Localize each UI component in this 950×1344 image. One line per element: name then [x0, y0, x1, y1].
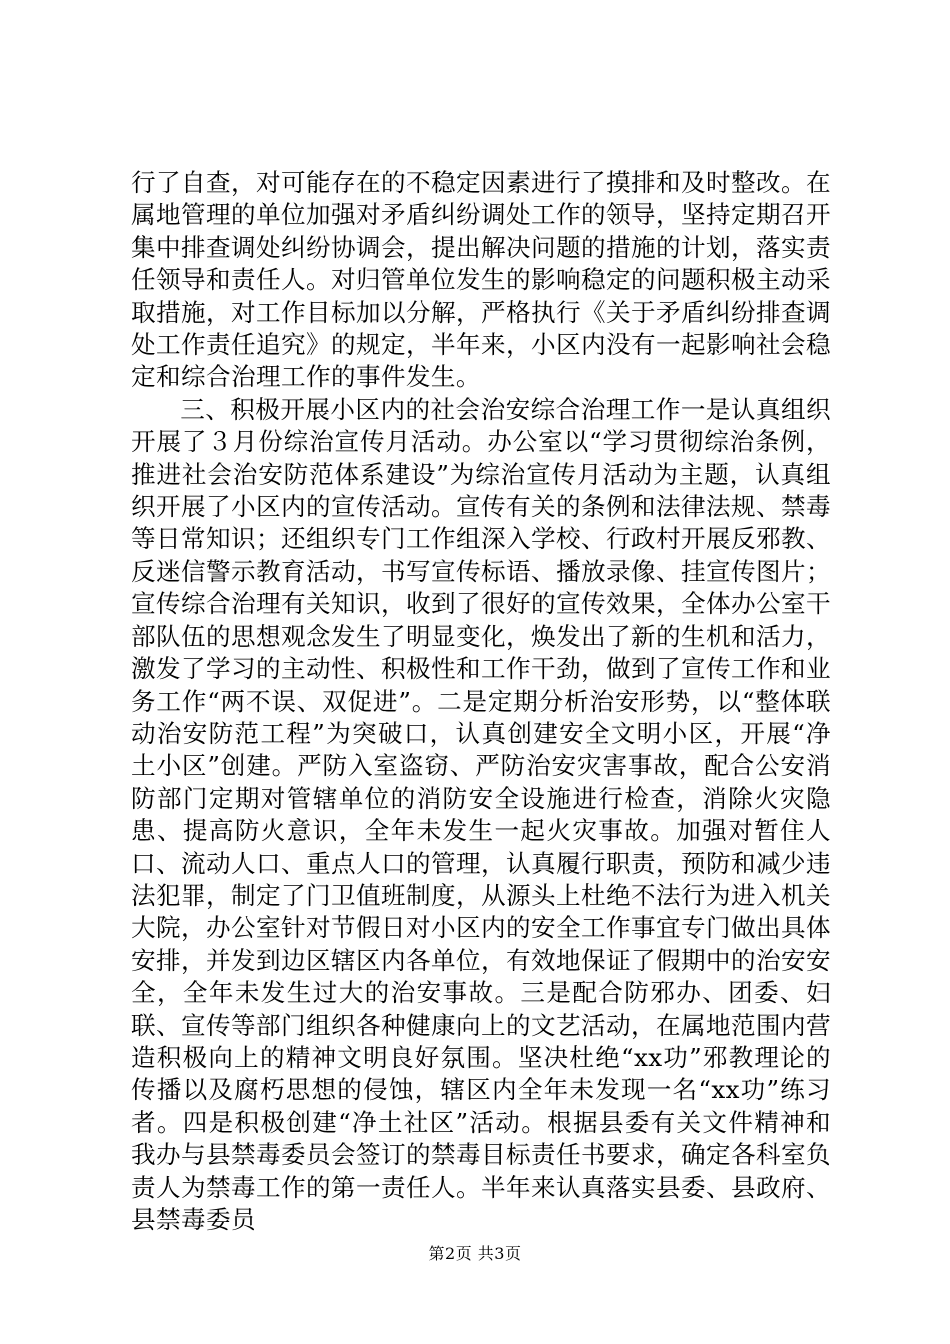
document-body	[131, 167, 831, 1236]
paragraph-continuation: 行了自查，对可能存在的不稳定因素进行了摸排和及时整改。在属地管理的单位加强对矛盾纠纷调处工作的领导，坚持定期召开集中排查调处纠纷协调会，提出解决问题的措施的计划，落实责任领导和责任人。对归管单位发生的影响稳定的问题积极主动采取措施，对工作目标加以分解，严格执行《关于矛盾纠纷排查调处工作责任追究》的规定，半年来，小区内没有一起影响社会稳定和综合治理工作的事件发生。	[131, 168, 831, 392]
page-number-footer: 第2页 共3页	[428, 1244, 522, 1263]
paragraph-section-three: 三、积极开展小区内的社会治安综合治理工作一是认真组织开展了３月份综治宣传月活动。办公室以“学习贯彻综治条例，推进社会治安防范体系建设”为综治宣传月活动为主题，认真组织开展了小区内的宣传活动。宣传有关的条例和法律法规、禁毒等日常知识；还组织专门工作组深入学校、行政村开展反邪教、反迷信警示教育活动，书写宣传标语、播放录像、挂宣传图片；宣传综合治理有关知识，收到了很好的宣传效果，全体办公室干部队伍的思想观念发生了明显变化，焕发出了新的生机和活力，激发了学习的主动性、积极性和工作干劲，做到了宣传工作和业务工作“两不误、双促进”。二是定期分析治安形势，以“整体联动治安防范工程”为突破口，认真创建安全文明小区，开展“净土小区”创建。严防入室盗窃、严防治安灾害事故，配合公安消防部门定期对管辖单位的消防安全设施进行检查，消除火灾隐患、提高防火意识，全年未发生一起火灾事故。加强对暂住人口、流动人口、重点人口的管理，认真履行职责，预防和减少违法犯罪，制定了门卫值班制度，从源头上杜绝不法行为进入机关大院，办公室针对节假日对小区内的安全工作事宜专门做出具体安排，并发到边区辖区内各单位，有效地保证了假期中的治安安全，全年未发生过大的治安事故。三是配合防邪办、团委、妇联、宣传等部门组织各种健康向上的文艺活动，在属地范围内营造积极向上的精神文明良好氛围。坚决杜绝“xx功”邪教理论的传播以及腐朽思想的侵蚀，辖区内全年未发现一名“xx功”练习者。四是积极创建“净土社区”活动。根据县委有关文件精神和我办与县禁毒委员会签订的禁毒目标责任书要求，确定各科室负责人为禁毒工作的第一责任人。半年来认真落实县委、县政府、县禁毒委员	[131, 394, 831, 1234]
